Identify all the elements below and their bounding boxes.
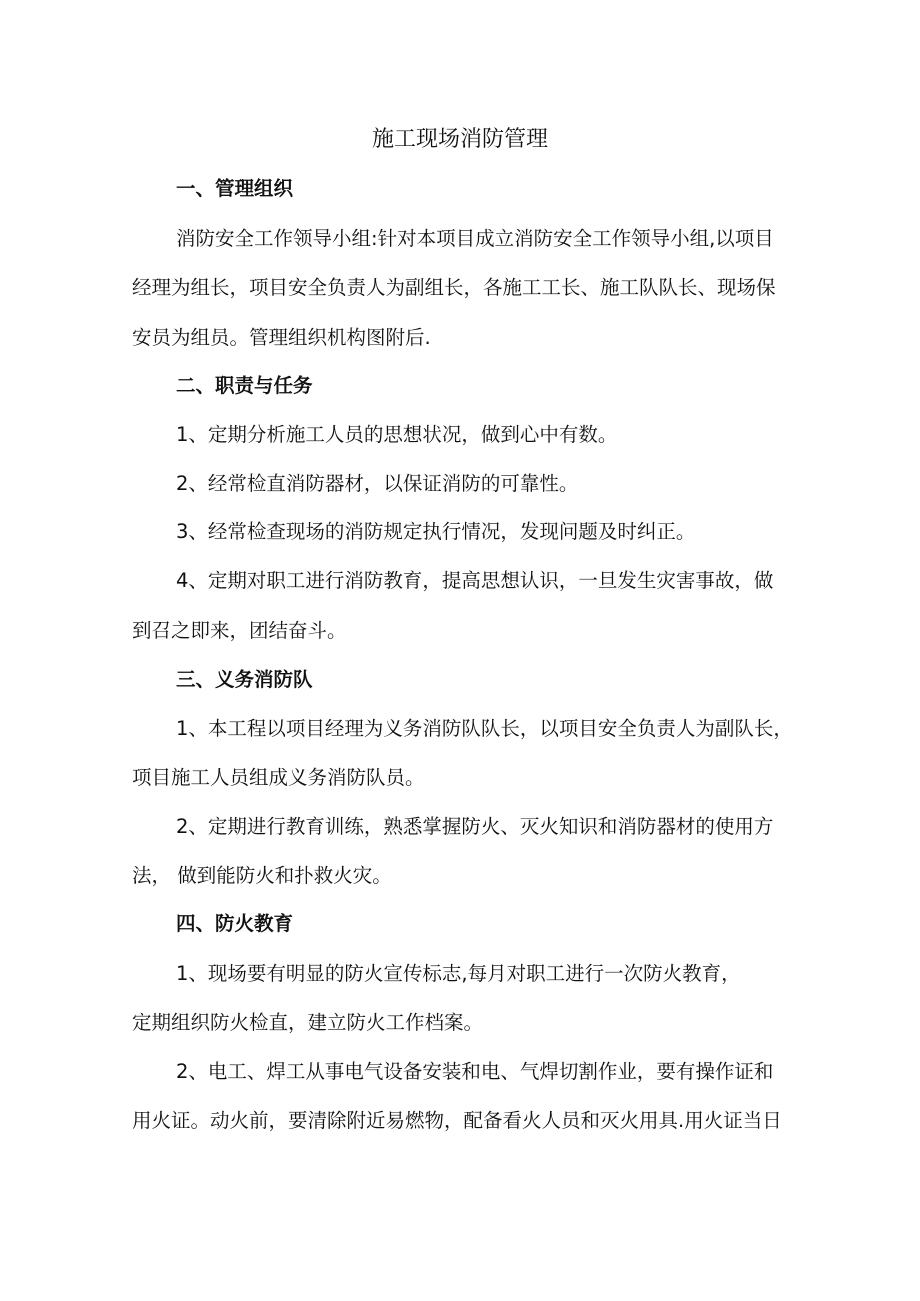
list-item-continuation: 到召之即来，团结奋斗。 — [132, 619, 347, 642]
list-item-continuation: 法， 做到能防火和扑救火灾。 — [132, 864, 392, 887]
section-heading-2: 二、职责与任务 — [176, 374, 313, 397]
list-item: 2、经常检直消防器材，以保证消防的可靠性。 — [176, 472, 579, 495]
list-item: 1、定期分析施工人员的思想状况，做到心中有数。 — [176, 423, 618, 446]
list-item: 2、定期进行教育训练，熟悉掌握防火、灭火知识和消防器材的使用方 — [176, 815, 774, 838]
paragraph-line: 经理为组长，项目安全负责人为副组长，各施工工长、施工队队长、现场保 — [132, 276, 776, 299]
list-item: 2、电工、焊工从事电气设备安装和电、气焊切割作业，要有操作证和 — [176, 1060, 774, 1083]
list-item-continuation: 项目施工人员组成义务消防队员。 — [132, 766, 425, 789]
section-heading-4: 四、防火教育 — [176, 912, 294, 935]
list-item-continuation: 用火证。动火前，要清除附近易燃物，配备看火人员和灭火用具.用火证当日 — [132, 1109, 782, 1132]
paragraph-line: 消防安全工作领导小组:针对本项目成立消防安全工作领导小组,以项目 — [176, 227, 774, 250]
list-item: 1、本工程以项目经理为义务消防队队长，以项目安全负责人为副队长， — [176, 717, 793, 740]
list-item: 1、现场要有明显的防火宣传标志,每月对职工进行一次防火教育， — [176, 962, 741, 985]
list-item-continuation: 定期组织防火检直，建立防火工作档案。 — [132, 1011, 484, 1034]
page-title: 施工现场消防管理 — [371, 127, 548, 152]
paragraph-line: 安员为组员。管理组织机构图附后. — [132, 326, 431, 349]
list-item: 3、经常检查现场的消防规定执行情况，发现问题及时纠正。 — [176, 520, 696, 543]
section-heading-3: 三、义务消防队 — [176, 668, 313, 691]
list-item: 4、定期对职工进行消防教育，提高思想认识，一旦发生灾害事故，做 — [176, 569, 774, 592]
section-heading-1: 一、管理组织 — [176, 177, 294, 200]
